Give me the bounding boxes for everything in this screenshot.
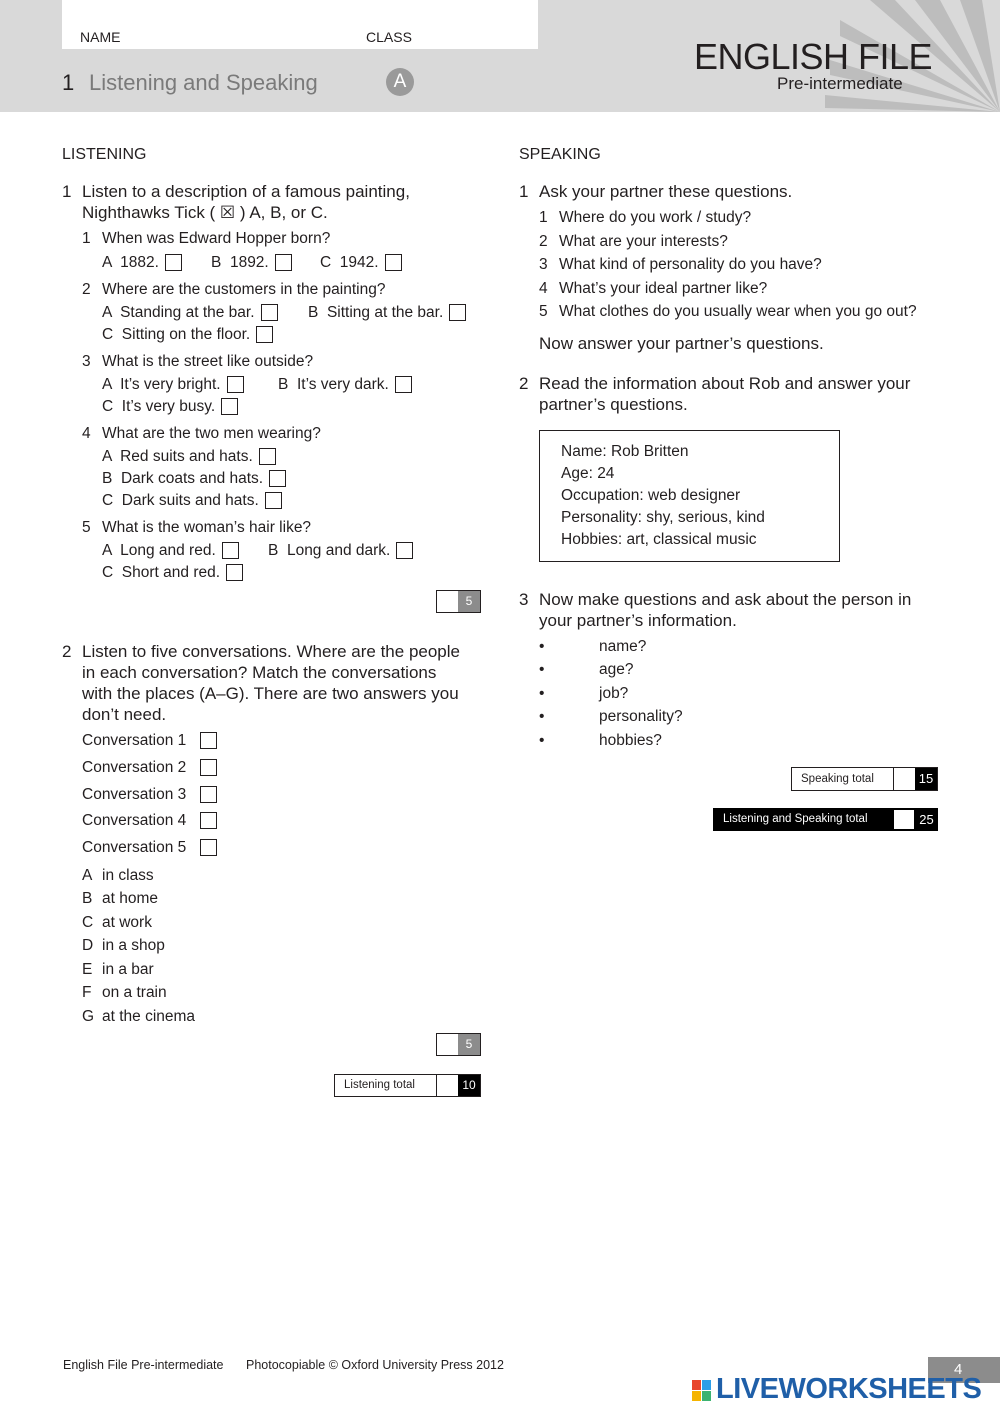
- conversation-row: Conversation 5: [82, 839, 217, 857]
- q3-option-a: A It’s very bright.: [102, 376, 244, 394]
- ex1-instruction-1: Listen to a description of a famous painting,: [82, 182, 410, 201]
- card-line: Personality: shy, serious, kind: [561, 509, 765, 526]
- q3-c-checkbox[interactable]: [221, 398, 238, 415]
- q5-number: 5: [82, 519, 91, 536]
- sp-q-number: 3: [539, 256, 548, 273]
- q1-b-checkbox[interactable]: [275, 254, 292, 271]
- unit-number: 1: [62, 70, 75, 95]
- place-text: on a train: [102, 984, 167, 1001]
- ex1-instruction-2: Nighthawks Tick ( ☒ ) A, B, or C.: [82, 203, 328, 222]
- q2-a-checkbox[interactable]: [261, 304, 278, 321]
- place-text: in a bar: [102, 961, 154, 978]
- book-title: ENGLISH FILE: [694, 36, 933, 77]
- q4-option-b: B Dark coats and hats.: [102, 470, 286, 488]
- sp-question: Where do you work / study?: [559, 209, 752, 226]
- class-input[interactable]: [420, 28, 530, 46]
- sp-question: What are your interests?: [559, 233, 728, 250]
- conversation-2-answer[interactable]: [200, 759, 217, 776]
- place-option: B: [82, 890, 93, 907]
- q5-option-c: C Short and red.: [102, 564, 243, 582]
- q1-question: When was Edward Hopper born?: [102, 230, 331, 247]
- bullet-icon: •: [539, 685, 545, 702]
- card-line: Hobbies: art, classical music: [561, 531, 757, 548]
- ex2-instruction-2: in each conversation? Match the conversations: [82, 663, 437, 682]
- q2-question: Where are the customers in the painting?: [102, 281, 386, 298]
- q5-a-checkbox[interactable]: [222, 542, 239, 559]
- card-line: Age: 24: [561, 465, 615, 482]
- q4-c-checkbox[interactable]: [265, 492, 282, 509]
- listening-total-box: [334, 1074, 481, 1097]
- q5-option-a: A Long and red.: [102, 542, 239, 560]
- place-option: F: [82, 984, 92, 1001]
- conversation-row: Conversation 1: [82, 732, 217, 750]
- sp-q-number: 2: [539, 233, 548, 250]
- ex1-number: 1: [62, 182, 72, 201]
- q2-c-checkbox[interactable]: [256, 326, 273, 343]
- liveworksheets-logo-icon: [692, 1380, 712, 1402]
- ex2-score-input[interactable]: [437, 1034, 458, 1055]
- place-option: D: [82, 937, 94, 954]
- ex2-score-box: [436, 1033, 481, 1056]
- ex2-instruction-1: Listen to five conversations. Where are the people: [82, 642, 460, 661]
- listening-heading: LISTENING: [62, 146, 147, 163]
- sp-q-number: 5: [539, 303, 548, 320]
- q4-option-c: C Dark suits and hats.: [102, 492, 282, 510]
- level-label: Pre-intermediate: [777, 74, 903, 93]
- q5-question: What is the woman’s hair like?: [102, 519, 312, 536]
- ex2-instruction-4: don’t need.: [82, 705, 167, 724]
- listening-total-input[interactable]: [436, 1075, 458, 1096]
- name-input[interactable]: [160, 28, 350, 46]
- q3-b-checkbox[interactable]: [395, 376, 412, 393]
- conversation-4-answer[interactable]: [200, 812, 217, 829]
- q4-a-checkbox[interactable]: [259, 448, 276, 465]
- sp-ex1-outro: Now answer your partner’s questions.: [539, 334, 824, 353]
- ex1-score-max: 5: [458, 591, 480, 612]
- conversation-row: Conversation 4: [82, 812, 217, 830]
- conversation-3-answer[interactable]: [200, 786, 217, 803]
- bullet-item: personality?: [599, 708, 683, 725]
- speaking-total-label: Speaking total: [801, 773, 874, 785]
- name-label: NAME: [80, 29, 121, 45]
- bullet-icon: •: [539, 661, 545, 678]
- class-label: CLASS: [366, 29, 412, 45]
- bullet-item: age?: [599, 661, 634, 678]
- speaking-heading: SPEAKING: [519, 146, 601, 163]
- bullet-icon: •: [539, 732, 545, 749]
- speaking-total-box: [791, 767, 938, 791]
- q3-question: What is the street like outside?: [102, 353, 314, 370]
- sp-ex3-number: 3: [519, 590, 529, 609]
- q4-question: What are the two men wearing?: [102, 425, 321, 442]
- q4-number: 4: [82, 425, 91, 442]
- q2-option-c: C Sitting on the floor.: [102, 326, 273, 344]
- place-text: at home: [102, 890, 159, 907]
- q3-option-b: B It’s very dark.: [278, 376, 412, 394]
- sp-ex3-instruction-1: Now make questions and ask about the person in: [539, 590, 912, 609]
- q3-number: 3: [82, 353, 91, 370]
- sp-ex2-instruction-1: Read the information about Rob and answer your: [539, 374, 911, 393]
- place-text: in class: [102, 867, 154, 884]
- q1-c-checkbox[interactable]: [385, 254, 402, 271]
- sp-ex2-instruction-2: partner’s questions.: [539, 395, 688, 414]
- q1-option-b: B 1892.: [211, 254, 292, 272]
- conversation-5-answer[interactable]: [200, 839, 217, 856]
- place-text: at work: [102, 914, 152, 931]
- ex2-score-max: 5: [458, 1034, 480, 1055]
- place-option: G: [82, 1008, 95, 1025]
- bullet-icon: •: [539, 708, 545, 725]
- q1-option-a: A 1882.: [102, 254, 182, 272]
- footer-book: English File Pre-intermediate: [63, 1358, 224, 1372]
- conversation-row: Conversation 3: [82, 786, 217, 804]
- sp-ex2-number: 2: [519, 374, 529, 393]
- sp-ex1-intro: Ask your partner these questions.: [539, 182, 793, 201]
- ex1-score-box: [436, 590, 481, 613]
- sp-ex3-instruction-2: your partner’s information.: [539, 611, 737, 630]
- q1-a-checkbox[interactable]: [165, 254, 182, 271]
- grand-total-box: [713, 808, 938, 831]
- place-option: E: [82, 961, 93, 978]
- card-line: Name: Rob Britten: [561, 443, 689, 460]
- sp-question: What clothes do you usually wear when you go out?: [559, 303, 917, 320]
- footer-copyright: Photocopiable © Oxford University Press 2012: [246, 1358, 504, 1372]
- conversation-1-answer[interactable]: [200, 732, 217, 749]
- q4-option-a: A Red suits and hats.: [102, 448, 276, 466]
- liveworksheets-brand: LIVEWORKSHEETS: [716, 1373, 982, 1405]
- place-text: at the cinema: [102, 1008, 196, 1025]
- unit-title: Listening and Speaking: [89, 70, 318, 95]
- sp-question: What kind of personality do you have?: [559, 256, 822, 273]
- speaking-total-input[interactable]: [893, 768, 915, 790]
- bullet-icon: •: [539, 638, 545, 655]
- ex2-instruction-3: with the places (A–G). There are two answers you: [82, 684, 459, 703]
- sp-q-number: 4: [539, 280, 548, 297]
- place-option: C: [82, 914, 94, 931]
- grand-total-label: Listening and Speaking total: [723, 813, 868, 825]
- bullet-item: job?: [599, 685, 629, 702]
- q1-option-c: C 1942.: [320, 254, 402, 272]
- q5-option-b: B Long and dark.: [268, 542, 413, 560]
- sp-question: What’s your ideal partner like?: [559, 280, 768, 297]
- page-number: 4: [928, 1357, 1000, 1383]
- q2-b-checkbox[interactable]: [449, 304, 466, 321]
- q3-option-c: C It’s very busy.: [102, 398, 238, 416]
- q3-a-checkbox[interactable]: [227, 376, 244, 393]
- sp-q-number: 1: [539, 209, 548, 226]
- place-option: A: [82, 867, 93, 884]
- q5-c-checkbox[interactable]: [226, 564, 243, 581]
- bullet-item: hobbies?: [599, 732, 662, 749]
- place-text: in a shop: [102, 937, 165, 954]
- version-badge: A: [386, 68, 414, 96]
- q2-option-b: B Sitting at the bar.: [308, 304, 466, 322]
- listening-total-label: Listening total: [344, 1079, 415, 1091]
- grand-total-max: 25: [919, 812, 934, 827]
- card-line: Occupation: web designer: [561, 487, 741, 504]
- conversation-row: Conversation 2: [82, 759, 217, 777]
- q2-number: 2: [82, 281, 91, 298]
- grand-total-input[interactable]: [894, 810, 914, 829]
- bullet-item: name?: [599, 638, 647, 655]
- ex1-score-input[interactable]: [437, 591, 458, 612]
- speaking-total-max: 15: [915, 768, 937, 790]
- q1-number: 1: [82, 230, 91, 247]
- rob-info-card: [539, 430, 840, 562]
- q5-b-checkbox[interactable]: [396, 542, 413, 559]
- q2-option-a: A Standing at the bar.: [102, 304, 278, 322]
- ex2-number: 2: [62, 642, 72, 661]
- listening-total-max: 10: [458, 1075, 480, 1096]
- q4-b-checkbox[interactable]: [269, 470, 286, 487]
- sp-ex1-number: 1: [519, 182, 529, 201]
